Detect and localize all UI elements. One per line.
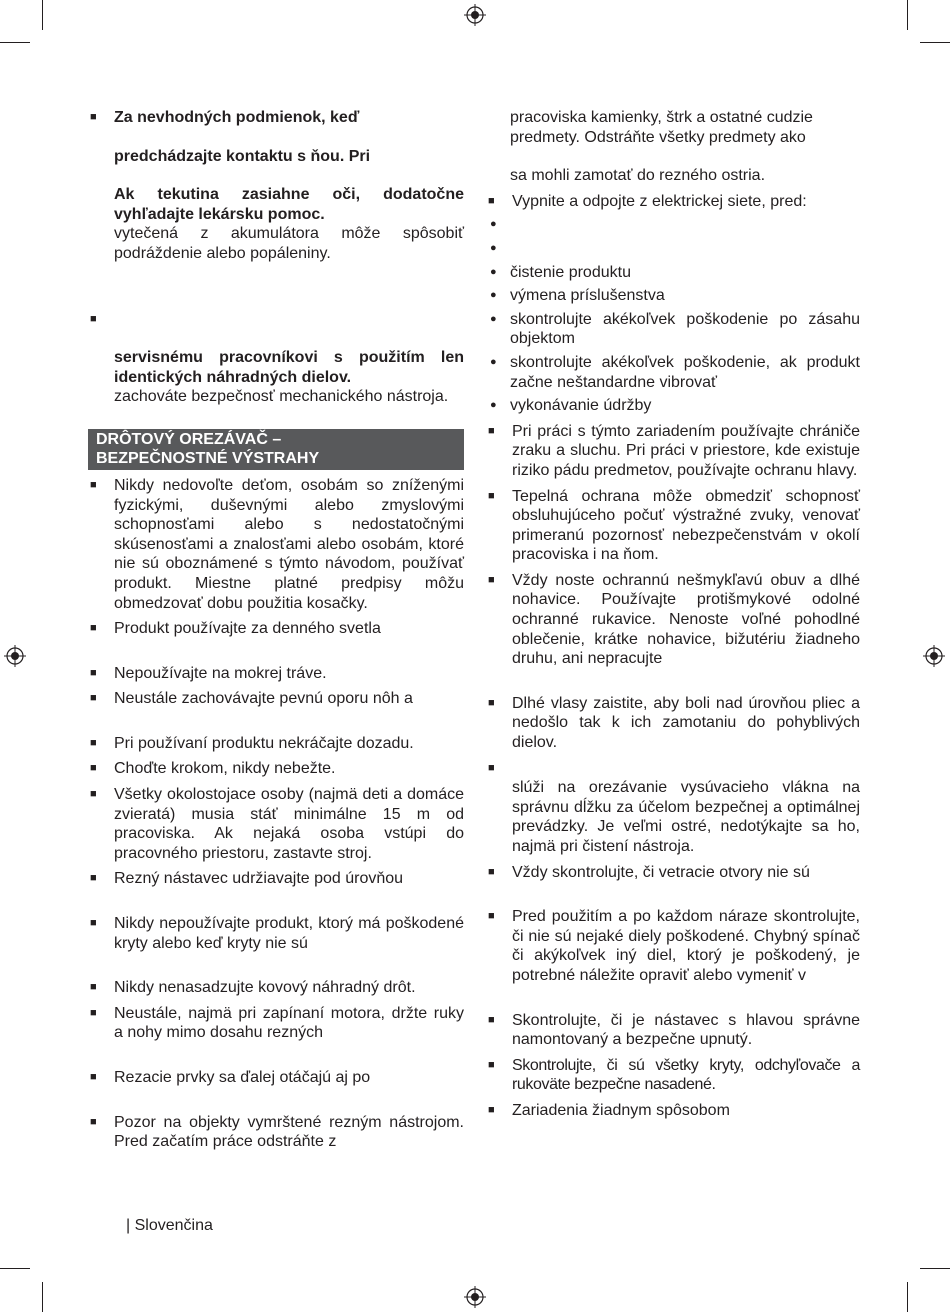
list-item (88, 476, 464, 613)
list-item (486, 759, 860, 857)
sub-list-item (486, 310, 860, 349)
crop-mark-top-left-h (0, 42, 30, 43)
square-bullet-icon: ■ (488, 696, 495, 709)
list-item-text: Neustále, najmä pri zapínaní motora, držte ruky a nohy mimo dosahu rezných (114, 1004, 464, 1042)
sub-list-item-text: čistenie produktu (510, 263, 631, 281)
round-bullet-icon: ● (490, 399, 497, 412)
square-bullet-icon: ■ (90, 111, 97, 123)
registration-mark-bottom-icon (464, 1286, 486, 1308)
list-item (486, 571, 860, 669)
list-item (88, 664, 464, 684)
list-item-text: Skontrolujte, či sú všetky kryty, odchyľovače a rukoväte bezpečne nasadené. (512, 1056, 860, 1094)
warning-text-bold: servisnému pracovníkovi s použitím len identických náhradných dielov. (114, 349, 464, 386)
square-bullet-icon: ■ (90, 917, 97, 930)
list-item-text: Nikdy nedovoľte deťom, osobám so zníženými fyzickými, duševnými alebo zmyslovými schopnosťami alebo s nedostatočnými skúsenosťami a znalosťami alebo osobám, ktoré nie sú oboznámené s týmto návodom, používať produkt. Miestne platné predpisy môžu obmedzovať dobu použitia kosačky. (114, 476, 464, 612)
square-bullet-icon: ■ (488, 424, 495, 437)
list-item (88, 734, 464, 754)
list-item (88, 759, 464, 779)
list-item (486, 863, 860, 883)
list-item-text: Choďte krokom, nikdy nebežte. (114, 760, 336, 778)
list-item (88, 108, 464, 264)
sub-list-item-text: skontrolujte akékoľvek poškodenie, ak produkt začne neštandardne vibrovať (510, 353, 860, 391)
left-column (88, 108, 464, 1158)
round-bullet-icon: ● (490, 355, 497, 368)
sub-list-item-text (510, 239, 860, 259)
crop-mark-bottom-right-h (920, 1268, 950, 1269)
square-bullet-icon: ■ (488, 1103, 495, 1116)
sub-list-item-text (510, 215, 860, 235)
warning-text: zachováte bezpečnosť mechanického nástroja. (114, 388, 449, 406)
square-bullet-icon: ■ (488, 1058, 495, 1071)
square-bullet-icon: ■ (488, 865, 495, 878)
crop-mark-bottom-right-v (907, 1282, 908, 1312)
round-bullet-icon: ● (490, 218, 497, 231)
square-bullet-icon: ■ (90, 872, 97, 885)
list-item (88, 785, 464, 863)
round-bullet-icon: ● (490, 289, 497, 302)
list-item-text: Produkt používajte za denného svetla (114, 620, 381, 638)
warning-text-bold: Ak tekutina zasiahne oči, dodatočne vyhľadajte lekársku pomoc. (114, 186, 464, 223)
list-item-text: Neustále zachovávajte pevnú oporu nôh a (114, 690, 413, 708)
list-item (88, 689, 464, 709)
list-item-text: Dlhé vlasy zaistite, aby boli nad úrovňou pliec a nedošlo tak k ich zamotaniu do pohyblivých dielov. (512, 694, 860, 752)
square-bullet-icon: ■ (90, 692, 97, 705)
list-item (486, 694, 860, 753)
sub-list-item (486, 263, 860, 283)
crop-mark-bottom-left-v (42, 1282, 43, 1312)
list-item (88, 1004, 464, 1043)
round-bullet-icon: ● (490, 312, 497, 325)
list-item-text: Pri práci s týmto zariadením používajte chrániče zraku a sluchu. Pri práci v priestore, kde existuje riziko pádu predmetov, používajte ochranu hlavy. (512, 422, 860, 479)
list-item (88, 619, 464, 639)
square-bullet-icon: ■ (90, 666, 97, 679)
list-item-text: Tepelná ochrana môže obmedziť schopnosť obsluhujúceho počuť výstražné zvuky, venovať primeranú pozornosť nebezpečenstvám v okolí pracoviska i na ňom. (512, 487, 860, 564)
square-bullet-icon: ■ (90, 762, 97, 775)
crop-mark-bottom-left-h (0, 1268, 30, 1269)
list-item-text: Pri používaní produktu nekráčajte dozadu. (114, 734, 414, 752)
square-bullet-icon: ■ (90, 1071, 97, 1083)
warning-text: vytečená z akumulátora môže spôsobiť podráždenie alebo popáleniny. (114, 225, 464, 262)
square-bullet-icon: ■ (90, 478, 97, 491)
right-column (486, 108, 860, 1127)
list-item-text: Nikdy nenasadzujte kovový náhradný drôt. (114, 979, 416, 997)
registration-mark-right-icon (923, 645, 945, 667)
sub-list-item (486, 215, 860, 235)
continuation-text (486, 108, 860, 186)
section-heading-line: BEZPEČNOSTNÉ VÝSTRAHY (96, 449, 320, 467)
list-item-text: Vždy skontrolujte, či vetracie otvory nie sú (512, 863, 810, 881)
list-item-text: Vypnite a odpojte z elektrickej siete, pred: (512, 192, 807, 210)
list-item (486, 192, 860, 416)
sub-list-item (486, 353, 860, 392)
round-bullet-icon: ● (490, 241, 497, 254)
sub-list-item (486, 396, 860, 416)
page-footer-language: | Slovenčina (126, 1217, 213, 1234)
square-bullet-icon: ■ (488, 910, 495, 923)
square-bullet-icon: ■ (488, 489, 495, 502)
sub-list-item (486, 239, 860, 259)
square-bullet-icon: ■ (90, 788, 97, 801)
square-bullet-icon: ■ (90, 981, 97, 994)
sub-list-item-text: výmena príslušenstva (510, 287, 665, 305)
registration-mark-left-icon (4, 645, 26, 667)
sub-list-item-text: vykonávanie údržby (510, 397, 652, 415)
square-bullet-icon: ■ (90, 1115, 97, 1128)
crop-mark-top-right-v (907, 0, 908, 30)
square-bullet-icon: ■ (488, 1013, 495, 1026)
list-item-text: Nepoužívajte na mokrej tráve. (114, 664, 327, 682)
continuation-text-line: sa mohli zamotať do rezného ostria. (510, 167, 766, 185)
square-bullet-icon: ■ (90, 1006, 97, 1019)
sub-list-item-text: skontrolujte akékoľvek poškodenie po zásahu objektom (510, 310, 860, 348)
list-item (486, 907, 860, 985)
list-item-text: Nikdy nepoužívajte produkt, ktorý má poškodené kryty alebo keď kryty nie sú (114, 915, 464, 952)
warning-text-bold: predchádzajte kontaktu s ňou. Pri (114, 147, 371, 165)
square-bullet-icon: ■ (90, 312, 97, 325)
list-item-text: Vždy noste ochrannú nešmykľavú obuv a dlhé nohavice. Používajte protišmykové odolné ochranné rukavice. Nenoste voľné pohodlné oblečenie, krátke nohavice, bižutériu žiadneho druhu, ani nepracujte (512, 571, 860, 668)
list-item (88, 1113, 464, 1152)
list-item (88, 869, 464, 889)
list-item-text: Skontrolujte, či je nástavec s hlavou správne namontovaný a bezpečne upnutý. (512, 1011, 860, 1049)
list-item-text: slúži na orezávanie vysúvacieho vlákna na správnu dĺžku za účelom bezpečnej a optimálnej prevádzky. Je veľmi ostré, nedotýkajte sa ho, najmä pri čistení nástroja. (512, 779, 860, 855)
warning-text-bold: Za nevhodných podmienok, keď (114, 109, 360, 126)
list-item (486, 1011, 860, 1050)
list-item-text: Pozor na objekty vymrštené rezným nástrojom. Pred začatím práce odstráňte z (114, 1113, 464, 1151)
crop-mark-top-right-h (920, 42, 950, 43)
list-item-text: Všetky okolostojace osoby (najmä deti a domáce zvieratá) musia stáť minimálne 15 m od pracoviska. Ak nejaká osoba vstúpi do pracovného priestoru, zastavte stroj. (114, 786, 464, 862)
round-bullet-icon: ● (490, 265, 497, 278)
list-item (486, 487, 860, 565)
sub-list-item (486, 286, 860, 306)
list-item (88, 978, 464, 998)
registration-mark-top-icon (464, 4, 486, 26)
list-item (486, 422, 860, 481)
list-item-text: Zariadenia žiadnym spôsobom (512, 1101, 730, 1119)
square-bullet-icon: ■ (488, 761, 495, 774)
list-item-text: Rezacie prvky sa ďalej otáčajú aj po (114, 1069, 371, 1086)
list-item-text: Rezný nástavec udržiavajte pod úrovňou (114, 870, 404, 888)
list-item (88, 914, 464, 953)
list-item (486, 1101, 860, 1121)
section-heading (88, 429, 464, 470)
list-item (486, 1056, 860, 1095)
list-item (88, 310, 464, 407)
continuation-text-line: pracoviska kamienky, štrk a ostatné cudzie predmety. Odstráňte všetky predmety ako (510, 109, 813, 146)
list-item-text: Pred použitím a po každom náraze skontrolujte, či nie sú nejaké diely poškodené. Chybný spínač či akýkoľvek iný diel, ktorý je poškodený, je potrebné náležite opraviť alebo vymeniť v (512, 908, 860, 984)
list-item (88, 1068, 464, 1088)
square-bullet-icon: ■ (488, 194, 495, 207)
crop-mark-top-left-v (42, 0, 43, 30)
square-bullet-icon: ■ (90, 736, 97, 749)
square-bullet-icon: ■ (488, 573, 495, 586)
section-heading-line: DRÔTOVÝ OREZÁVAČ – (96, 430, 282, 448)
square-bullet-icon: ■ (90, 622, 97, 635)
